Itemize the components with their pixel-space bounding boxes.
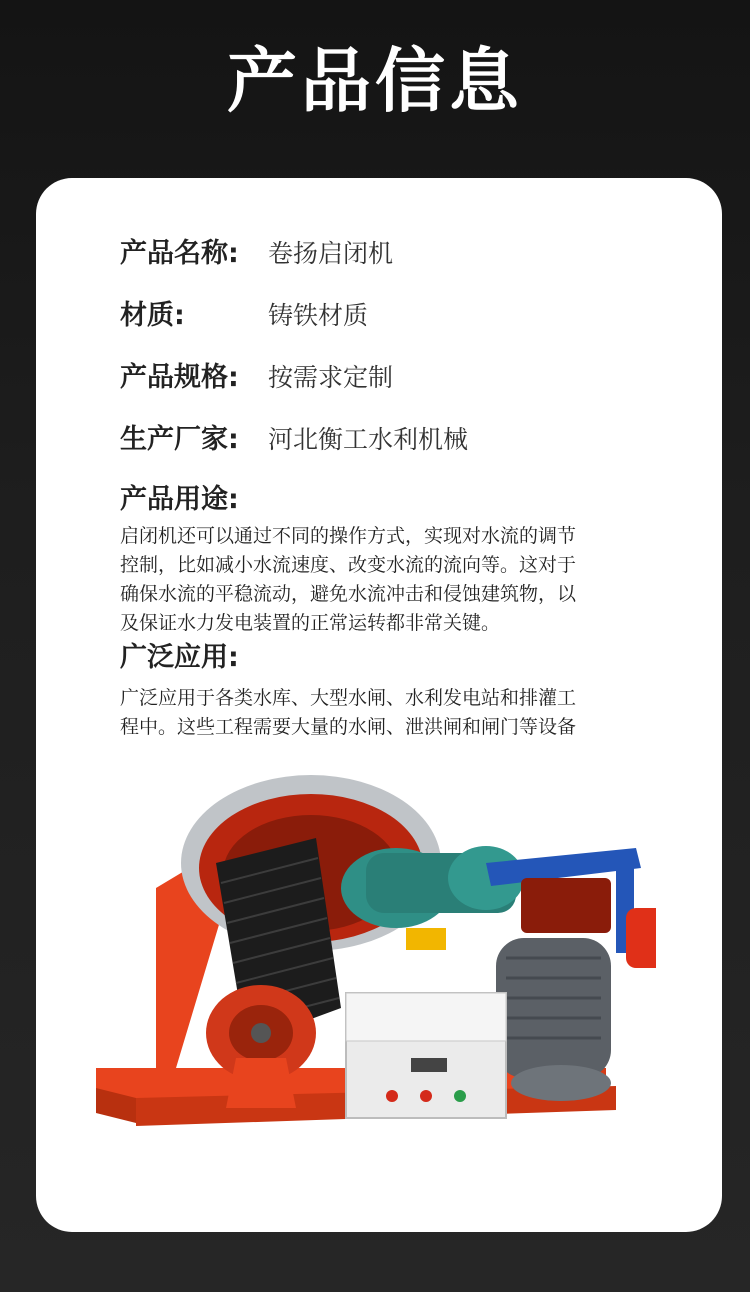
winch-machine-photo [96, 768, 656, 1168]
info-value: 按需求定制 [268, 363, 394, 392]
rope-drum [206, 838, 341, 1108]
info-label: 生产厂家: [120, 424, 239, 455]
product-info-card [36, 178, 722, 1232]
info-value: 铸铁材质 [268, 301, 369, 330]
application-heading: 广泛应用: [120, 642, 239, 673]
application-body: 广泛应用于各类水库、大型水闸、水利发电站和排灌工 程中。这些工程需要大量的水闸、泄洪闸和闸门等设备 [120, 687, 577, 738]
usage-heading: 产品用途: [120, 484, 239, 515]
page-title: 产品信息 [227, 40, 523, 122]
control-box [346, 993, 506, 1118]
info-label: 产品名称: [120, 238, 239, 269]
info-label: 产品规格: [120, 362, 239, 393]
info-value: 河北衡工水利机械 [268, 425, 469, 454]
info-value: 卷扬启闭机 [268, 239, 394, 268]
info-label: 材质: [120, 300, 185, 331]
usage-body: 启闭机还可以通过不同的操作方式，实现对水流的调节 控制，比如减小水流速度、改变水流的流向等。这对于 确保水流的平稳流动，避免水流冲击和侵蚀建筑物，以 及保证水力发电装置的正常运转都非常关键。 [120, 525, 577, 634]
